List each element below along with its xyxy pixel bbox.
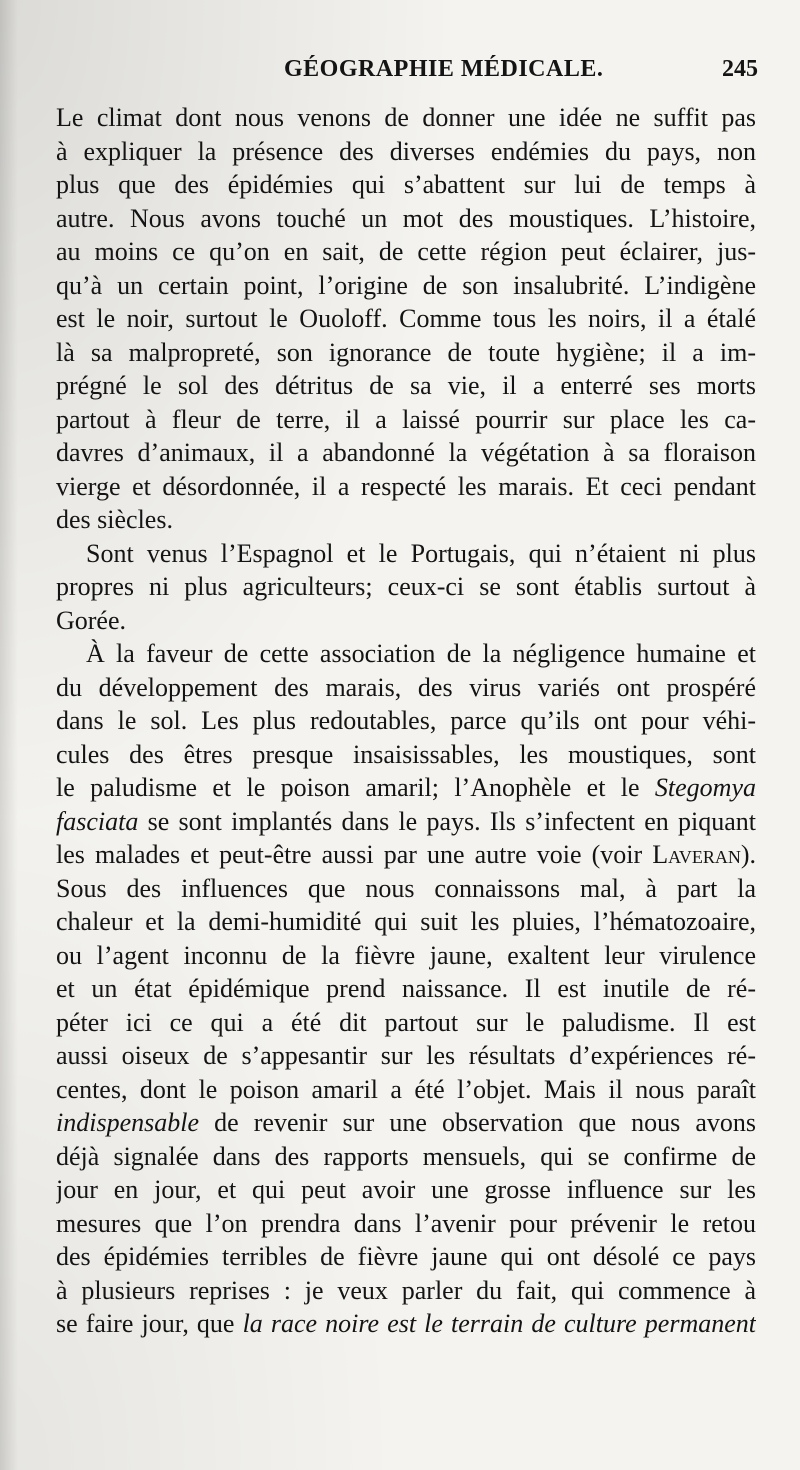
- text-line: est le noir, surtout le Ouoloff. Comme tous les noirs, il a étalé: [56, 304, 756, 333]
- text-line-final: [56, 1307, 756, 1341]
- italic-genus: Stegomya: [654, 773, 756, 802]
- text-line: dans le sol. Les plus redoutables, parce qu’ils ont pour véhi-: [56, 706, 756, 735]
- text-segment: de revenir sur une observation que nous avons: [199, 1108, 756, 1137]
- text-line: au moins ce qu’on en sait, de cette région peut éclairer, jus-: [56, 237, 756, 266]
- text-line: péter ici ce qui a été dit partout sur le paludisme. Il est: [56, 1007, 756, 1037]
- text-line-species: [56, 771, 756, 805]
- italic-word: indispensable: [56, 1108, 199, 1137]
- text-line: Sous des influences que nous connaissons mal, à part la: [56, 873, 756, 903]
- text-line: Le climat dont nous venons de donner une idée ne suffit pas: [56, 103, 756, 132]
- body-text: [56, 101, 756, 1341]
- text-line: aussi oiseux de s’appesantir sur les résultats d’expériences ré-: [56, 1041, 756, 1070]
- text-line: davres d’animaux, il a abandonné la végétation à sa floraison: [56, 438, 756, 467]
- text-line: partout à fleur de terre, il a laissé pourrir sur place les ca-: [56, 404, 756, 434]
- text-line: plus que des épidémies qui s’abattent sur lui de temps à: [56, 170, 756, 199]
- text-segment: se sont implantés dans le pays. Ils s’infectent en piquant: [138, 806, 756, 836]
- text-line: vierge et désordonnée, il a respecté les marais. Et ceci pendant: [56, 471, 756, 501]
- text-line: Sont venus l’Espagnol et le Portugais, qui n’étaient ni plus: [86, 538, 756, 568]
- text-line: déjà signalée dans des rapports mensuels, qui se confirme de: [56, 1141, 756, 1171]
- page-number: 245: [722, 56, 758, 82]
- text-segment: se faire jour, que: [56, 1309, 243, 1338]
- scan-shadow: [0, 0, 18, 1470]
- text-line: là sa malpropreté, son ignorance de toute hygiène; il a im-: [56, 337, 756, 367]
- text-segment: ).: [740, 840, 756, 869]
- text-line: à expliquer la présence des diverses endémies du pays, non: [56, 136, 756, 166]
- text-line: propres ni plus agriculteurs; ceux-ci se sont établis surtout à: [56, 572, 756, 601]
- text-line: et un état épidémique prend naissance. Il est inutile de ré-: [56, 974, 756, 1003]
- text-line: jour en jour, et qui peut avoir une grosse influence sur les: [56, 1175, 756, 1204]
- page-header: [0, 54, 800, 94]
- text-line: À la faveur de cette association de la négligence humaine et: [86, 639, 756, 668]
- text-line: Gorée.: [56, 605, 127, 635]
- text-line: du développement des marais, des virus variés ont prospéré: [56, 672, 756, 702]
- text-line: des épidémies terribles de fièvre jaune qui ont désolé ce pays: [56, 1242, 756, 1271]
- text-line: centes, dont le poison amaril a été l’objet. Mais il nous paraît: [56, 1074, 756, 1104]
- italic-phrase: la race noire est le terrain de culture permanent: [242, 1309, 756, 1338]
- text-line-indispensable: [56, 1106, 756, 1140]
- text-segment: le paludisme et le poison amaril; l’Anophèle et le: [56, 773, 655, 802]
- text-line: autre. Nous avons touché un mot des moustiques. L’histoire,: [56, 203, 756, 233]
- text-line: chaleur et la demi-humidité qui suit les pluies, l’hématozoaire,: [56, 907, 756, 936]
- text-line: à plusieurs reprises : je veux parler du fait, qui commence à: [56, 1275, 756, 1305]
- text-line-fasciata: [56, 805, 756, 839]
- text-line: des siècles.: [56, 505, 173, 534]
- text-line: qu’à un certain point, l’origine de son insalubrité. L’indigène: [56, 270, 756, 300]
- text-line-laveran: [56, 838, 756, 872]
- text-line: mesures que l’on prendra dans l’avenir pour prévenir le retou: [56, 1208, 756, 1238]
- running-title: GÉOGRAPHIE MÉDICALE.: [284, 56, 604, 82]
- text-line: cules des êtres presque insaisissables, les moustiques, sont: [56, 739, 756, 769]
- text-line: ou l’agent inconnu de la fièvre jaune, exaltent leur virulence: [56, 940, 756, 970]
- italic-species: fasciata: [56, 806, 139, 836]
- text-line: prégné le sol des détritus de sa vie, il a enterré ses morts: [56, 371, 756, 400]
- author-name: Laveran: [652, 840, 741, 869]
- text-segment: les malades et peut-être aussi par une autre voie (voir: [56, 840, 653, 869]
